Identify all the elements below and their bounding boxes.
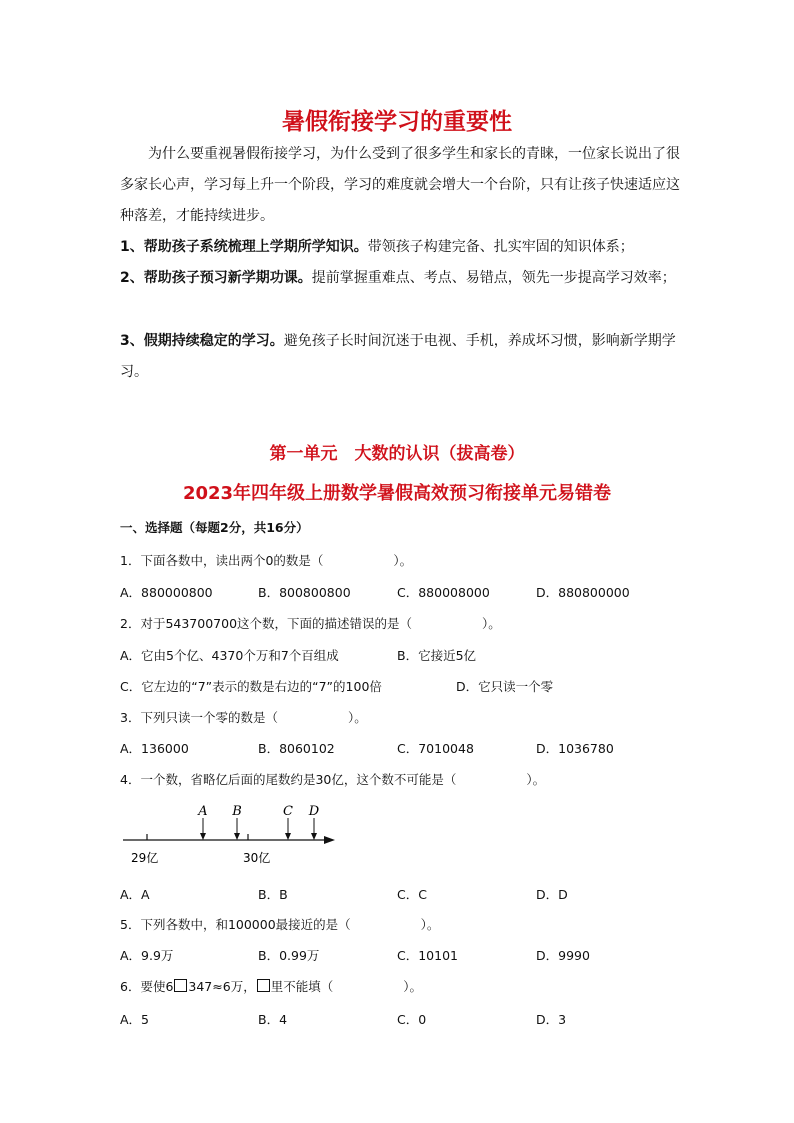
question-4-option-d[interactable]: D．D xyxy=(536,887,568,902)
label-29-yi: 29亿 xyxy=(131,851,159,865)
intro-point-1 xyxy=(120,232,680,263)
question-5-stem-end: ）。 xyxy=(420,917,440,932)
intro-point-3 xyxy=(120,326,680,388)
number-line-figure xyxy=(115,798,345,870)
question-2-stem-end: ）。 xyxy=(482,616,501,631)
intro-point-2-text: 提前掌握重难点、考点、易错点，领先一步提高学习效率； xyxy=(311,270,676,286)
question-5-stem xyxy=(120,915,439,933)
intro-point-2 xyxy=(120,263,680,294)
label-30-yi: 30亿 xyxy=(243,851,271,865)
point-label-c: C xyxy=(283,804,293,819)
question-6-option-d[interactable]: D．3 xyxy=(536,1012,567,1027)
question-6-option-c[interactable]: C．0 xyxy=(397,1012,427,1027)
question-3-stem-text: 3．下列只读一个零的数是（ xyxy=(120,710,278,725)
intro-title: 暑假衔接学习的重要性 xyxy=(282,109,512,135)
exam-main-title: 2023年四年级上册数学暑假高效预习衔接单元易错卷 xyxy=(182,483,612,504)
number-line-arrowhead xyxy=(324,836,335,844)
unit-title: 第一单元 大数的认识（拔高卷） xyxy=(269,444,525,464)
question-2-option-a[interactable]: A．它由5个亿、4370个万和7个百组成 xyxy=(120,648,339,663)
question-6-option-b[interactable]: B．4 xyxy=(258,1012,288,1027)
intro-point-1-text: 带领孩子构建完备、扎实牢固的知识体系； xyxy=(367,239,634,255)
question-6-option-a[interactable]: A．5 xyxy=(120,1012,150,1027)
question-3-option-d[interactable]: D．1036780 xyxy=(536,741,614,756)
question-1-stem-text: 1．下面各数中，读出两个0的数是（ xyxy=(120,553,324,568)
intro-point-3-heading: 3、假期持续稳定的学习。 xyxy=(120,333,284,349)
question-4-option-a[interactable]: A．A xyxy=(120,887,150,902)
question-1-option-b[interactable]: B．800800800 xyxy=(258,585,351,600)
arrow-b-head xyxy=(234,833,240,840)
section-heading: 一、选择题（每题2分，共16分） xyxy=(120,520,309,535)
intro-point-3-text: 避免孩子长时间沉迷于电视、手机，养成坏习惯，影响新学期学习。 xyxy=(120,333,676,380)
question-6-stem-a: 6．要使6 xyxy=(120,979,174,994)
question-1-stem xyxy=(120,551,412,569)
question-2-stem-text: 2．对于543700700这个数，下面的描述错误的是（ xyxy=(120,616,413,631)
point-label-d: D xyxy=(308,804,320,819)
question-2-option-d[interactable]: D．它只读一个零 xyxy=(456,679,554,694)
question-5-option-b[interactable]: B．0.99万 xyxy=(258,948,320,963)
question-1-option-a[interactable]: A．880000800 xyxy=(120,585,213,600)
question-2-stem xyxy=(120,614,501,632)
intro-point-2-heading: 2、帮助孩子预习新学期功课。 xyxy=(120,270,312,286)
arrow-c-head xyxy=(285,833,291,840)
question-5-option-d[interactable]: D．9990 xyxy=(536,948,590,963)
question-4-option-c[interactable]: C．C xyxy=(397,887,427,902)
question-3-option-c[interactable]: C．7010048 xyxy=(397,741,474,756)
question-4-stem xyxy=(120,770,545,788)
intro-paragraph: 为什么要重视暑假衔接学习，为什么受到了很多学生和家长的青睐，一位家长说出了很多家长心声，学习每上升一个阶段，学习的难度就会增大一个台阶，只有让孩子快速适应这种落差，才能持续进步。 xyxy=(120,146,680,224)
question-2-option-b[interactable]: B．它接近5亿 xyxy=(397,648,477,663)
question-1-option-c[interactable]: C．880008000 xyxy=(397,585,490,600)
question-5-stem-text: 5．下列各数中，和100000最接近的是（ xyxy=(120,917,351,932)
question-4-stem-end: ）。 xyxy=(526,772,546,787)
intro-point-1-heading: 1、帮助孩子系统梳理上学期所学知识。 xyxy=(120,239,368,255)
question-6-stem-c: 里不能填（ xyxy=(270,979,334,994)
blank-square-icon xyxy=(174,979,187,992)
arrow-d-head xyxy=(311,833,317,840)
question-3-stem xyxy=(120,708,367,726)
question-2-option-c[interactable]: C．它左边的“7”表示的数是右边的“7”的100倍 xyxy=(120,679,382,694)
question-4-stem-text: 4．一个数，省略亿后面的尾数约是30亿，这个数不可能是（ xyxy=(120,772,457,787)
point-label-b: B xyxy=(232,804,242,819)
question-5-option-c[interactable]: C．10101 xyxy=(397,948,458,963)
arrow-a-head xyxy=(200,833,206,840)
question-3-stem-end: ）。 xyxy=(347,710,367,725)
question-6-stem xyxy=(120,977,422,995)
question-6-stem-end: ）。 xyxy=(403,979,422,994)
blank-square-icon xyxy=(257,979,270,992)
question-3-option-b[interactable]: B．8060102 xyxy=(258,741,335,756)
point-label-a: A xyxy=(198,804,208,819)
question-1-option-d[interactable]: D．880800000 xyxy=(536,585,630,600)
question-6-stem-b: 347≈6万， xyxy=(188,979,256,994)
question-5-option-a[interactable]: A．9.9万 xyxy=(120,948,174,963)
question-4-option-b[interactable]: B．B xyxy=(258,887,288,902)
question-3-option-a[interactable]: A．136000 xyxy=(120,741,189,756)
question-1-stem-end: ）。 xyxy=(393,553,413,568)
